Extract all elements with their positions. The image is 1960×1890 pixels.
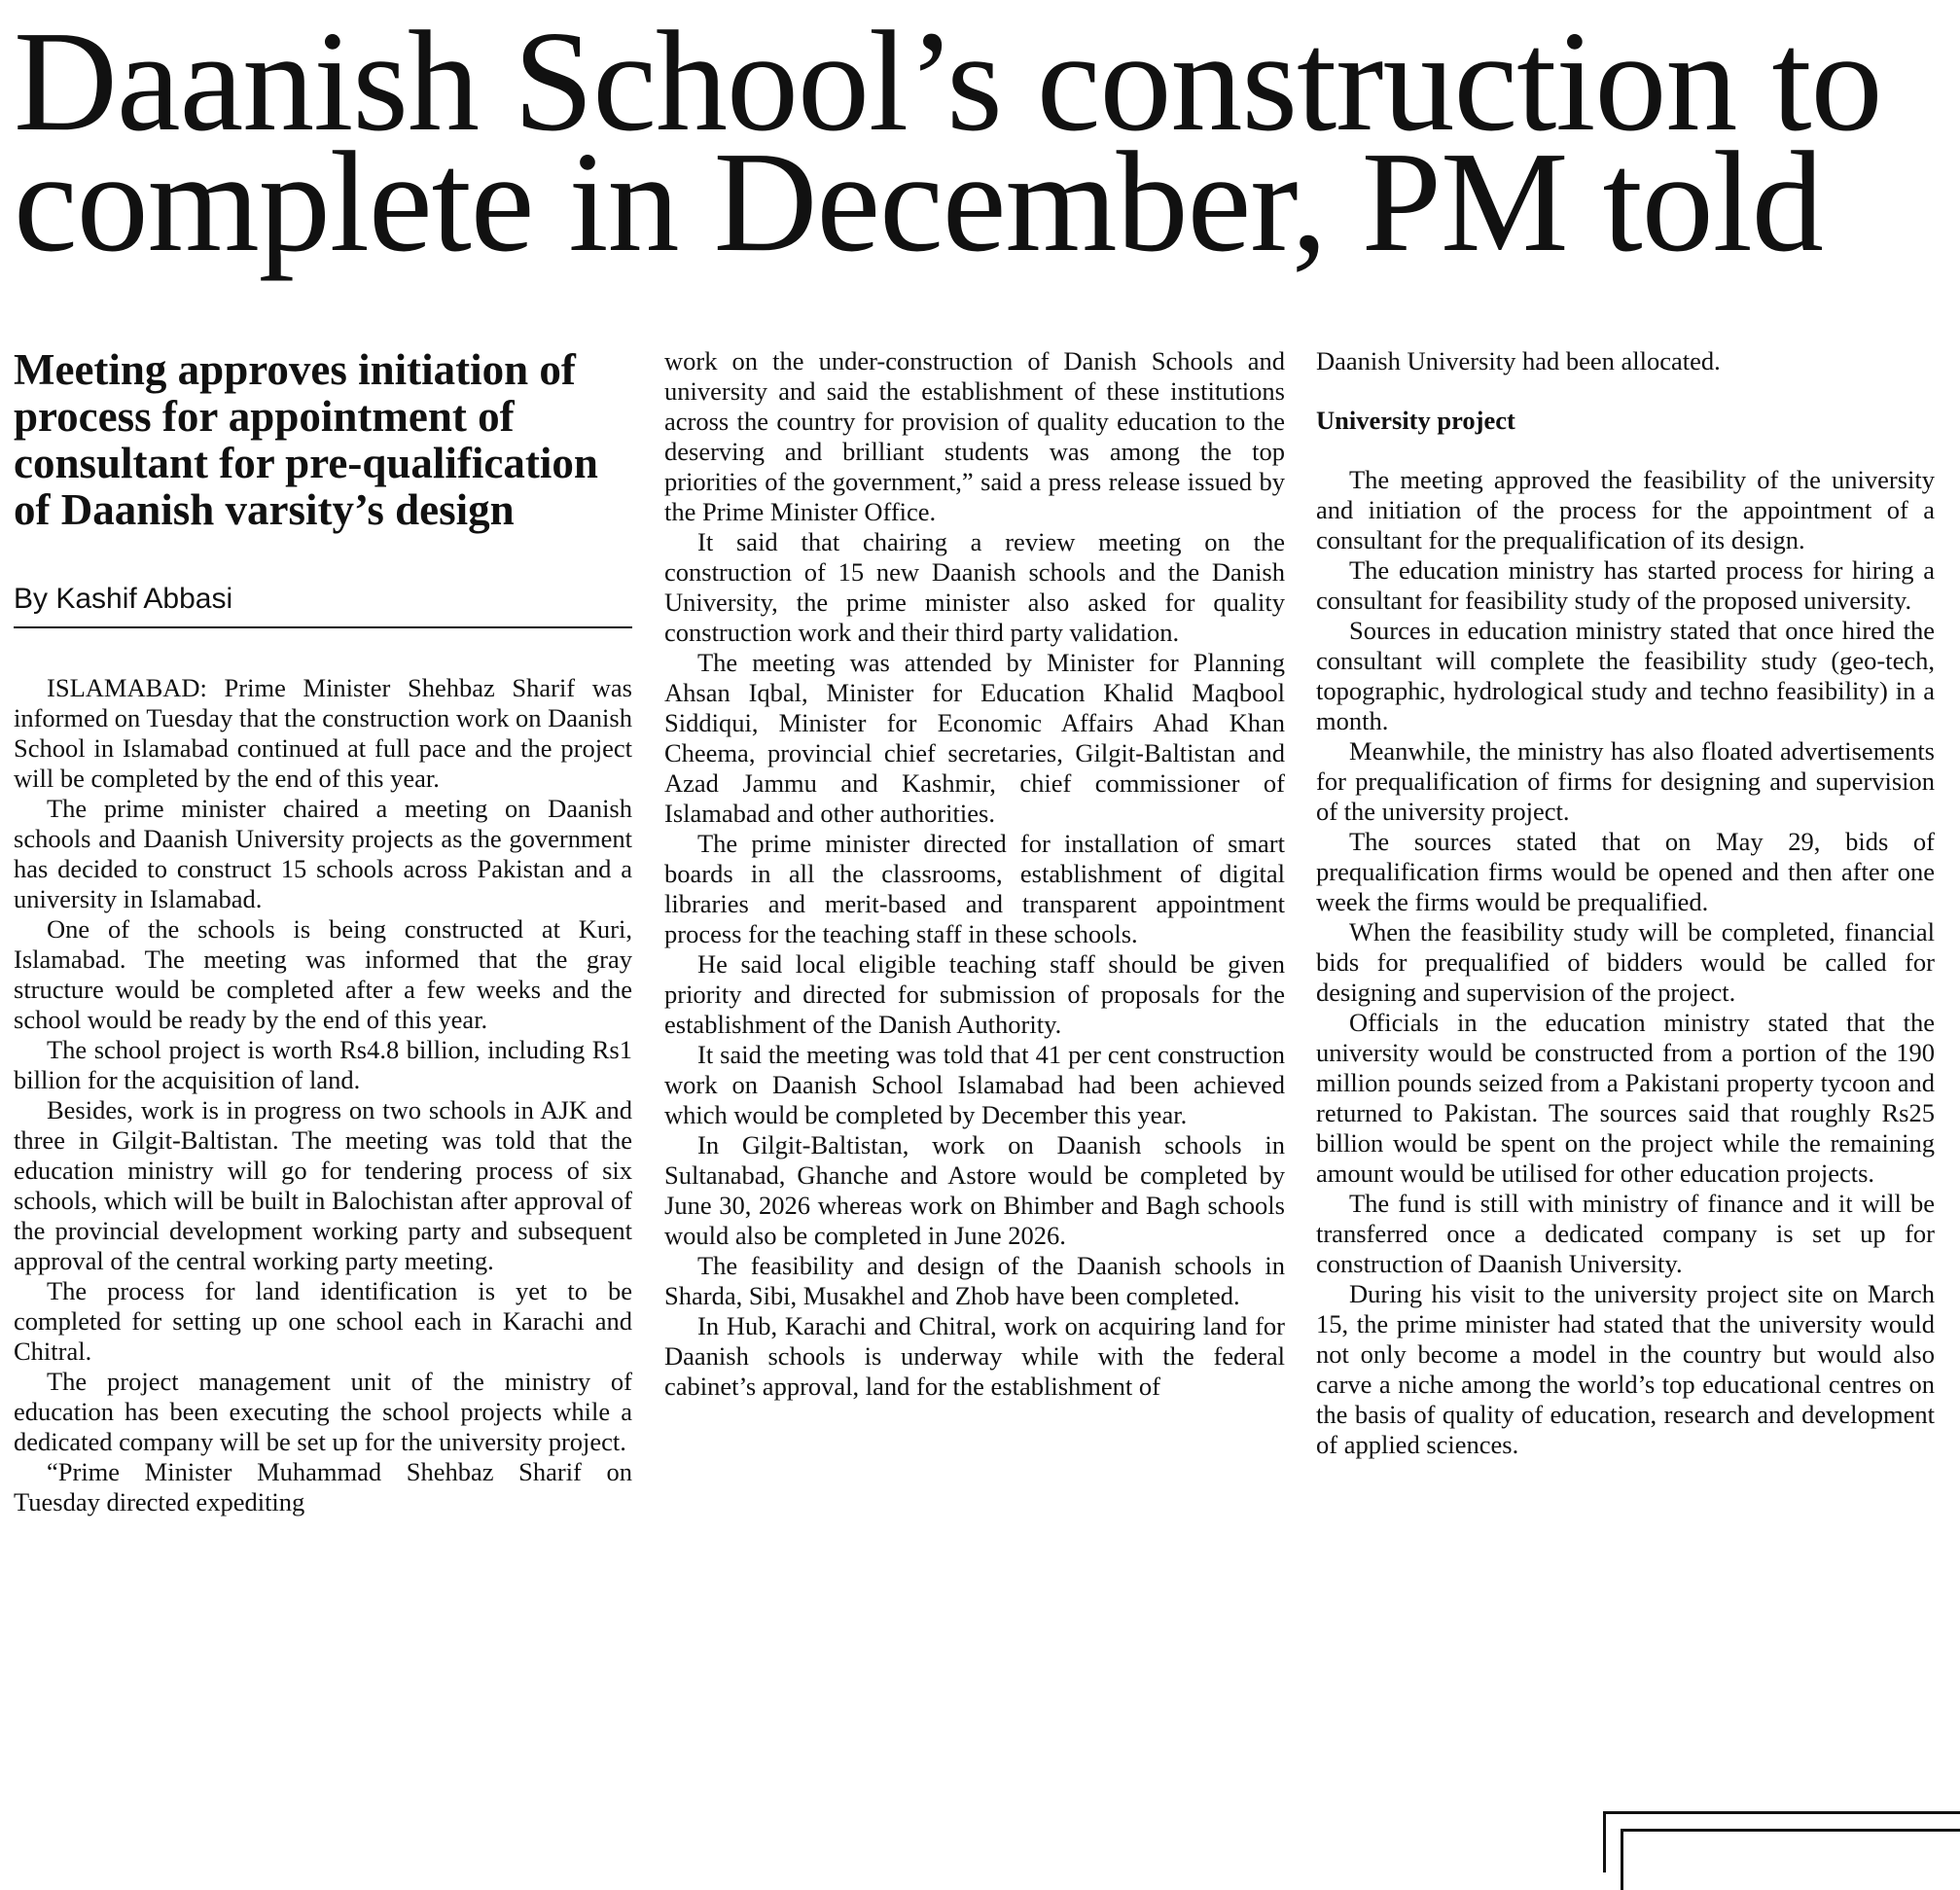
- deck: Meeting approves initiation of process for appointment of consultant for pre-qualification of Daanish varsity’s design: [14, 345, 598, 534]
- column-1: [14, 346, 632, 1517]
- paragraph: work on the under-construction of Danish Schools and university and said the establishment of these institutions across the country for provision of quality education to the deserving and brilliant students was among the top priorities of the government,” said a press release issued by the Prime Minister Office.: [664, 346, 1285, 526]
- paragraph: Besides, work is in progress on two schools in AJK and three in Gilgit-Baltistan. The meeting was told that the education ministry will go for tendering process of six schools, which will be built in Balochistan after approval of the provincial development working party and subsequent approval of the central working party meeting.: [14, 1095, 632, 1275]
- paragraph: It said that chairing a review meeting on the construction of 15 new Daanish schools and the Danish University, the prime minister also asked for quality construction work and their third party validation.: [664, 527, 1285, 647]
- subheading: University project: [1316, 406, 1515, 435]
- paragraph: He said local eligible teaching staff should be given priority and directed for submission of proposals for the establishment of the Danish Authority.: [664, 949, 1285, 1039]
- column-3-body: [1316, 346, 1935, 1460]
- paragraph: The sources stated that on May 29, bids of prequalification firms would be opened and then after one week the firms would be prequalified.: [1316, 827, 1935, 916]
- adjacent-box-inner-border: [1621, 1829, 1960, 1890]
- paragraph: The meeting approved the feasibility of the university and initiation of the process for the appointment of a consultant for the prequalification of its design.: [1316, 465, 1935, 554]
- paragraph: Meanwhile, the ministry has also floated advertisements for prequalification of firms for designing and supervision of the university project.: [1316, 736, 1935, 826]
- column-2: [664, 346, 1285, 1402]
- paragraph: It said the meeting was told that 41 per cent construction work on Daanish School Islamabad had been achieved which would be completed by December this year.: [664, 1040, 1285, 1129]
- headline: Daanish School’s construction to complete in December, PM told: [14, 2, 1882, 282]
- paragraph: “Prime Minister Muhammad Shehbaz Sharif on Tuesday directed expediting: [14, 1457, 632, 1516]
- paragraph: One of the schools is being constructed at Kuri, Islamabad. The meeting was informed that the gray structure would be completed after a few weeks and the school would be ready by the end of this year.: [14, 914, 632, 1034]
- column-3: [1316, 346, 1935, 1460]
- paragraph: ISLAMABAD: Prime Minister Shehbaz Sharif was informed on Tuesday that the construction work on Daanish School in Islamabad continued at full pace and the project will be completed by the end of this year.: [14, 673, 632, 793]
- paragraph: In Hub, Karachi and Chitral, work on acquiring land for Daanish schools is underway while with the federal cabinet’s approval, land for the establishment of: [664, 1311, 1285, 1401]
- byline: By Kashif Abbasi: [14, 580, 632, 628]
- paragraph: Sources in education ministry stated that once hired the consultant will complete the feasibility study (geo-tech, topographic, hydrological study and techno feasibility) in a month.: [1316, 616, 1935, 735]
- paragraph: When the feasibility study will be completed, financial bids for prequalified of bidders would be called for designing and supervision of the project.: [1316, 917, 1935, 1007]
- paragraph: The prime minister directed for installation of smart boards in all the classrooms, establishment of digital libraries and merit-based and transparent appointment process for the teaching staff in these schools.: [664, 829, 1285, 948]
- paragraph: The meeting was attended by Minister for Planning Ahsan Iqbal, Minister for Education Khalid Maqbool Siddiqui, Minister for Economic Affairs Ahad Khan Cheema, provincial chief secretaries, Gilgit-Baltistan and Azad Jammu and Kashmir, chief commissioner of Islamabad and other authorities.: [664, 648, 1285, 828]
- paragraph: In Gilgit-Baltistan, work on Daanish schools in Sultanabad, Ghanche and Astore would be completed by June 30, 2026 whereas work on Bhimber and Bagh schools would also be completed in June 2026.: [664, 1130, 1285, 1250]
- paragraph: The process for land identification is yet to be completed for setting up one school each in Karachi and Chitral.: [14, 1276, 632, 1366]
- paragraph: Daanish University had been allocated.: [1316, 346, 1721, 375]
- column-2-body: [664, 346, 1285, 1402]
- column-1-body: [14, 673, 632, 1517]
- paragraph: The fund is still with ministry of finance and it will be transferred once a dedicated company is set up for construction of Daanish University.: [1316, 1189, 1935, 1278]
- paragraph: The project management unit of the ministry of education has been executing the school projects while a dedicated company will be set up for the university project.: [14, 1367, 632, 1456]
- paragraph: The prime minister chaired a meeting on Daanish schools and Daanish University projects as the government has decided to construct 15 schools across Pakistan and a university in Islamabad.: [14, 794, 632, 913]
- paragraph: Officials in the education ministry stated that the university would be constructed from a portion of the 190 million pounds seized from a Pakistani property tycoon and returned to Pakistan. The sources said that roughly Rs25 billion would be spent on the project while the remaining amount would be utilised for other education projects.: [1316, 1008, 1935, 1188]
- paragraph: The feasibility and design of the Daanish schools in Sharda, Sibi, Musakhel and Zhob have been completed.: [664, 1251, 1285, 1310]
- paragraph: During his visit to the university project site on March 15, the prime minister had stated that the university would not only become a model in the country but would also carve a niche among the world’s top educational centres on the basis of quality of education, research and development of applied sciences.: [1316, 1279, 1935, 1459]
- paragraph: The school project is worth Rs4.8 billion, including Rs1 billion for the acquisition of land.: [14, 1035, 632, 1094]
- paragraph: The education ministry has started process for hiring a consultant for feasibility study of the proposed university.: [1316, 555, 1935, 615]
